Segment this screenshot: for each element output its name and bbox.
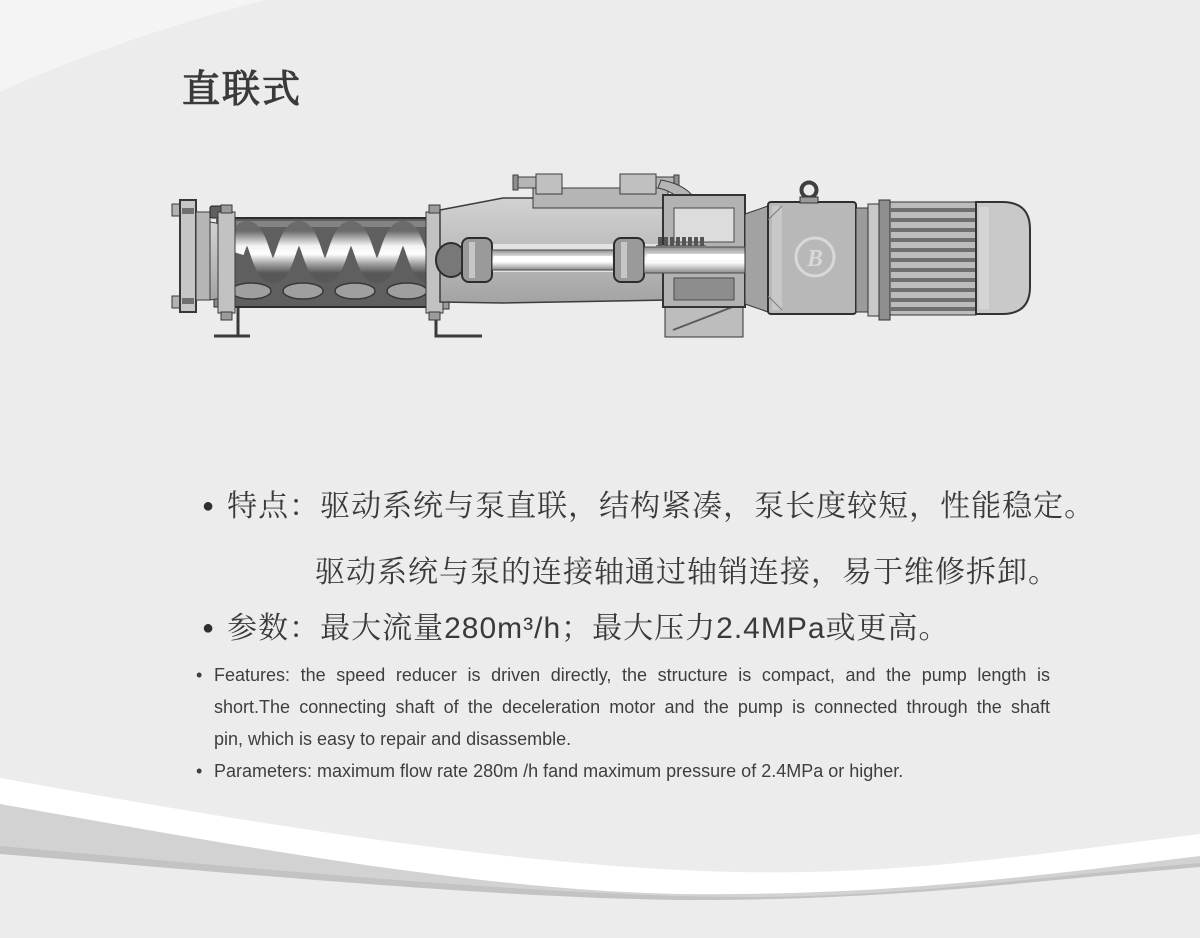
page-title: 直联式 xyxy=(182,69,303,111)
pump-diagram xyxy=(168,150,1048,350)
motor xyxy=(856,200,1030,320)
stator-and-rotor xyxy=(218,205,443,320)
en-features-text-2: short.The connecting shaft of the deceleration motor and the pump is connected through the shaft xyxy=(214,697,1050,717)
gearbox xyxy=(745,183,856,315)
en-params-text: Parameters: maximum flow rate 280m /h fand maximum pressure of 2.4MPa or higher. xyxy=(214,761,904,781)
cn-features-text-1: 驱动系统与泵直联，结构紧凑，泵长度较短，性能稳定。 xyxy=(320,490,1096,523)
cn-features-line2 xyxy=(315,547,1059,591)
bullet-icon: • xyxy=(196,761,203,781)
en-features-line1 xyxy=(196,659,1050,691)
cn-features-line xyxy=(202,481,1095,525)
en-features-text-3: pin, which is easy to repair and disassemble. xyxy=(214,729,572,749)
cn-params-text: 最大流量280m³/h；最大压力2.4MPa或更高。 xyxy=(320,612,950,645)
en-features-line2 xyxy=(196,691,1050,723)
en-features-line3 xyxy=(196,723,1050,755)
cn-features-text-2: 驱动系统与泵的连接轴通过轴销连接，易于维修拆卸。 xyxy=(315,556,1059,589)
bullet-icon: • xyxy=(196,665,203,685)
bottom-wave-decoration xyxy=(0,768,1200,938)
cn-features-label: 特点： xyxy=(227,490,321,523)
bullet-icon: ● xyxy=(202,495,216,517)
cn-params-label: 参数： xyxy=(227,612,321,645)
bullet-icon: ● xyxy=(202,617,216,639)
eye-bolt xyxy=(802,183,817,198)
brand-logo-letter: B xyxy=(806,246,824,272)
en-features-text-1: Features: the speed reducer is driven directly, the structure is compact, and the pump length is xyxy=(214,665,1050,685)
cn-params-line xyxy=(202,603,950,647)
